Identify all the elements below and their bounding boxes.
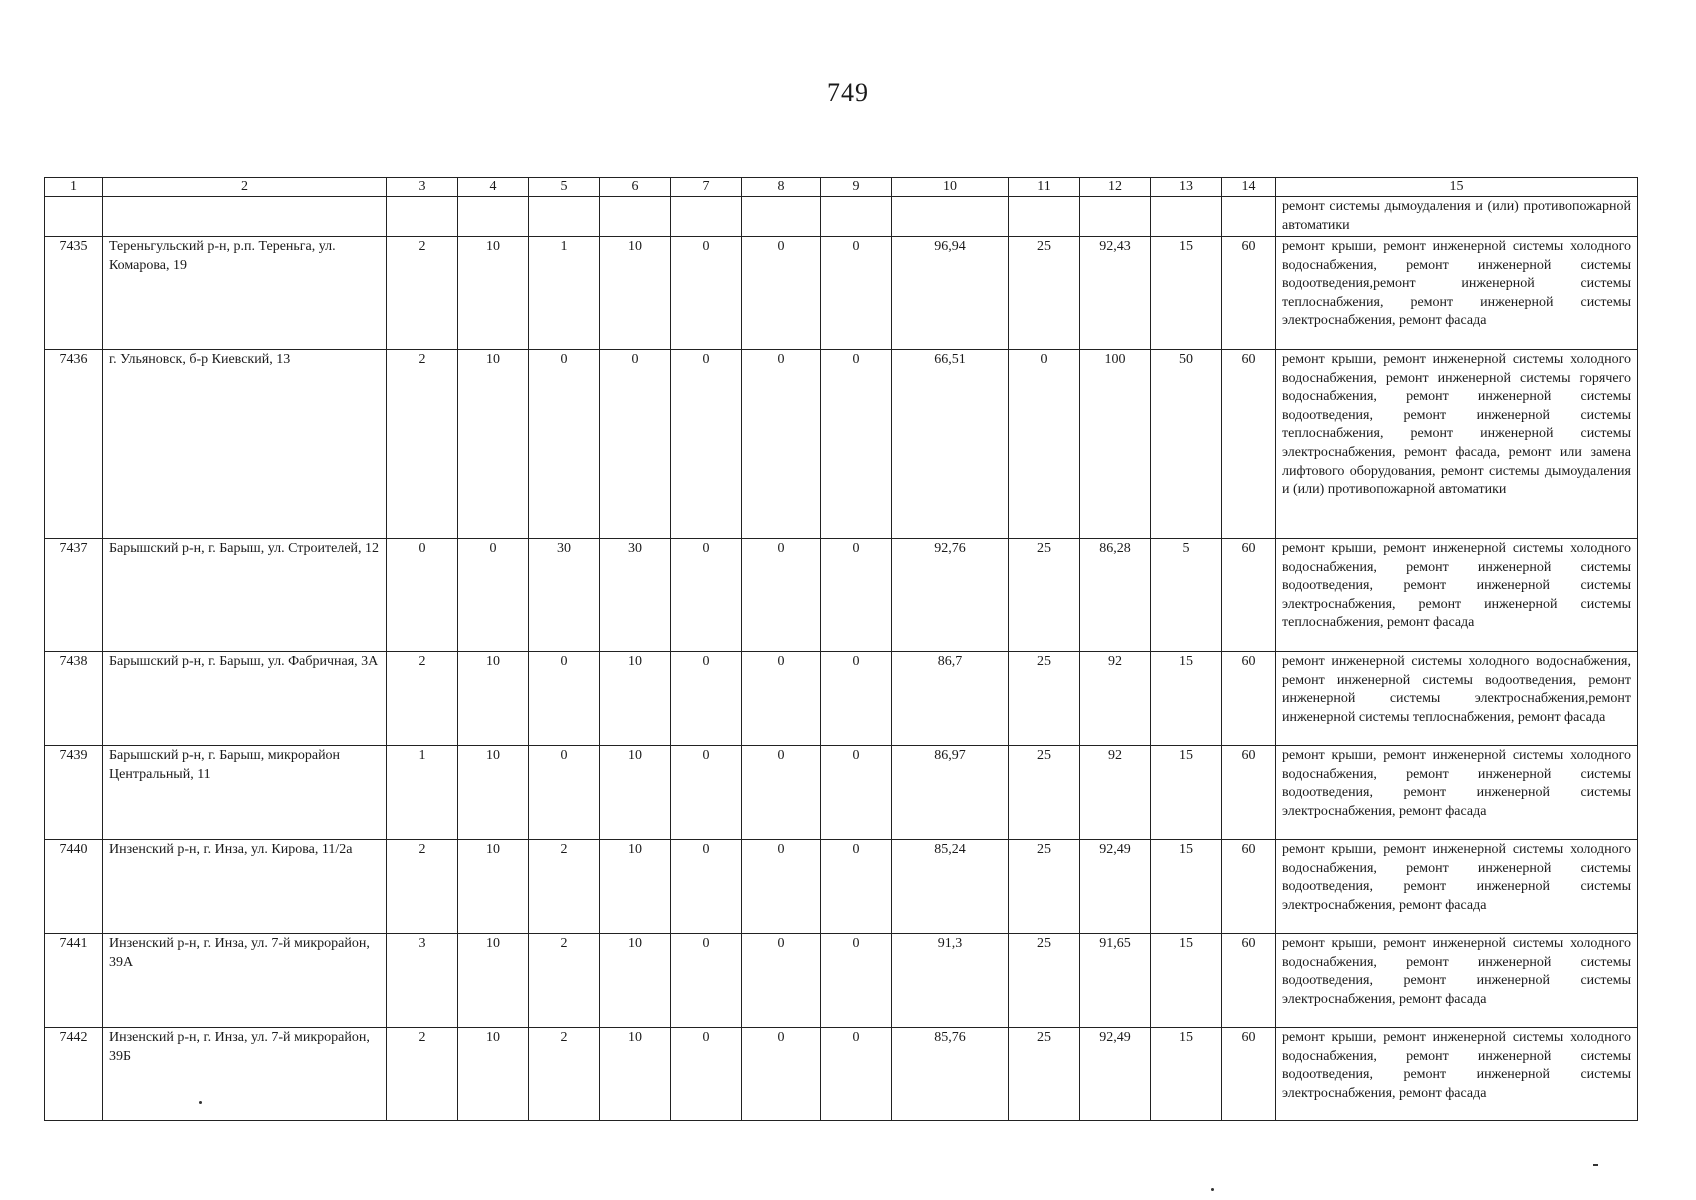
- value-cell-col-9: 0: [821, 652, 892, 746]
- work-list-cell: ремонт крыши, ремонт инженерной системы холодного водоснабжения, ремонт инженерной системы водоотведения, ремонт инженерной системы электроснабжения, ремонт фасада: [1276, 934, 1638, 1028]
- work-list-cell: ремонт инженерной системы холодного водоснабжения, ремонт инженерной системы водоотведения, ремонт инженерной системы электроснабжения,ремонт инженерной системы теплоснабжения, ремонт фасада: [1276, 652, 1638, 746]
- value-cell-col-9: 0: [821, 746, 892, 840]
- value-cell-col-9: 0: [821, 1028, 892, 1121]
- empty-cell: [387, 197, 458, 237]
- value-cell-col-5: 0: [529, 350, 600, 539]
- value-cell-col-4: 10: [458, 840, 529, 934]
- work-list-cell: ремонт крыши, ремонт инженерной системы холодного водоснабжения, ремонт инженерной системы горячего водоснабжения, ремонт инженерной системы водоотведения, ремонт инженерной системы теплоснабжения, ремонт инженерной системы электроснабжения, ремонт фасада, ремонт или замена лифтового оборудования, ремонт системы дымоудаления и (или) противопожарной автоматики: [1276, 350, 1638, 539]
- scan-speck: [199, 1101, 202, 1104]
- value-cell-col-5: 2: [529, 934, 600, 1028]
- row-number-cell: 7437: [45, 539, 103, 652]
- value-cell-col-10: 92,76: [892, 539, 1009, 652]
- value-cell-col-11: 25: [1009, 539, 1080, 652]
- address-cell: Барышский р-н, г. Барыш, ул. Фабричная, 3А: [103, 652, 387, 746]
- value-cell-col-10: 85,76: [892, 1028, 1009, 1121]
- row-number-cell: 7440: [45, 840, 103, 934]
- header-cell: 4: [458, 178, 529, 197]
- table-row: [45, 539, 1638, 652]
- row-number-cell: 7435: [45, 237, 103, 350]
- value-cell-col-12: 86,28: [1080, 539, 1151, 652]
- table-row: [45, 746, 1638, 840]
- value-cell-col-6: 10: [600, 237, 671, 350]
- value-cell-col-5: 30: [529, 539, 600, 652]
- empty-cell: [1080, 197, 1151, 237]
- value-cell-col-6: 10: [600, 840, 671, 934]
- value-cell-col-8: 0: [742, 840, 821, 934]
- address-cell: Инзенский р-н, г. Инза, ул. Кирова, 11/2а: [103, 840, 387, 934]
- value-cell-col-7: 0: [671, 934, 742, 1028]
- empty-cell: [1151, 197, 1222, 237]
- header-cell: 1: [45, 178, 103, 197]
- row-number-cell: 7442: [45, 1028, 103, 1121]
- header-cell: 6: [600, 178, 671, 197]
- header-cell: 3: [387, 178, 458, 197]
- value-cell-col-12: 91,65: [1080, 934, 1151, 1028]
- empty-cell: [1222, 197, 1276, 237]
- empty-cell: [45, 197, 103, 237]
- table-row: [45, 1028, 1638, 1121]
- address-cell: Инзенский р-н, г. Инза, ул. 7-й микрорайон, 39А: [103, 934, 387, 1028]
- empty-cell: [600, 197, 671, 237]
- empty-cell: [821, 197, 892, 237]
- value-cell-col-8: 0: [742, 934, 821, 1028]
- row-number-cell: 7441: [45, 934, 103, 1028]
- value-cell-col-11: 25: [1009, 652, 1080, 746]
- value-cell-col-7: 0: [671, 746, 742, 840]
- value-cell-col-4: 10: [458, 1028, 529, 1121]
- header-cell: 7: [671, 178, 742, 197]
- table-body: [45, 178, 1638, 1121]
- value-cell-col-10: 85,24: [892, 840, 1009, 934]
- value-cell-col-14: 60: [1222, 746, 1276, 840]
- value-cell-col-11: 25: [1009, 746, 1080, 840]
- work-list-cell: ремонт крыши, ремонт инженерной системы холодного водоснабжения, ремонт инженерной системы водоотведения, ремонт инженерной системы электроснабжения, ремонт фасада: [1276, 1028, 1638, 1121]
- header-cell: 2: [103, 178, 387, 197]
- value-cell-col-13: 50: [1151, 350, 1222, 539]
- header-cell: 12: [1080, 178, 1151, 197]
- table-row: [45, 934, 1638, 1028]
- value-cell-col-14: 60: [1222, 1028, 1276, 1121]
- value-cell-col-3: 2: [387, 1028, 458, 1121]
- value-cell-col-9: 0: [821, 539, 892, 652]
- value-cell-col-8: 0: [742, 746, 821, 840]
- address-cell: Инзенский р-н, г. Инза, ул. 7-й микрорайон, 39Б: [103, 1028, 387, 1121]
- empty-cell: [458, 197, 529, 237]
- header-cell: 9: [821, 178, 892, 197]
- value-cell-col-13: 15: [1151, 840, 1222, 934]
- value-cell-col-10: 86,97: [892, 746, 1009, 840]
- table-row: [45, 350, 1638, 539]
- value-cell-col-13: 15: [1151, 652, 1222, 746]
- value-cell-col-4: 10: [458, 237, 529, 350]
- continuation-row: [45, 197, 1638, 237]
- value-cell-col-13: 15: [1151, 237, 1222, 350]
- value-cell-col-4: 10: [458, 934, 529, 1028]
- empty-cell: [892, 197, 1009, 237]
- value-cell-col-14: 60: [1222, 237, 1276, 350]
- value-cell-col-3: 2: [387, 652, 458, 746]
- value-cell-col-10: 66,51: [892, 350, 1009, 539]
- value-cell-col-6: 10: [600, 652, 671, 746]
- value-cell-col-12: 92,49: [1080, 1028, 1151, 1121]
- value-cell-col-3: 0: [387, 539, 458, 652]
- value-cell-col-8: 0: [742, 1028, 821, 1121]
- address-cell: Тереньгульский р-н, р.п. Тереньга, ул. Комарова, 19: [103, 237, 387, 350]
- value-cell-col-12: 92,43: [1080, 237, 1151, 350]
- value-cell-col-9: 0: [821, 934, 892, 1028]
- value-cell-col-14: 60: [1222, 539, 1276, 652]
- value-cell-col-7: 0: [671, 237, 742, 350]
- header-cell: 14: [1222, 178, 1276, 197]
- empty-cell: [103, 197, 387, 237]
- value-cell-col-10: 96,94: [892, 237, 1009, 350]
- header-cell: 13: [1151, 178, 1222, 197]
- value-cell-col-4: 10: [458, 652, 529, 746]
- value-cell-col-13: 15: [1151, 746, 1222, 840]
- scan-speck: [1593, 1164, 1598, 1166]
- header-cell: 11: [1009, 178, 1080, 197]
- value-cell-col-11: 25: [1009, 237, 1080, 350]
- column-number-row: [45, 178, 1638, 197]
- value-cell-col-14: 60: [1222, 350, 1276, 539]
- value-cell-col-8: 0: [742, 539, 821, 652]
- table-row: [45, 840, 1638, 934]
- work-list-cell: ремонт крыши, ремонт инженерной системы холодного водоснабжения, ремонт инженерной системы водоотведения, ремонт инженерной системы электроснабжения, ремонт фасада: [1276, 746, 1638, 840]
- row-number-cell: 7439: [45, 746, 103, 840]
- value-cell-col-12: 100: [1080, 350, 1151, 539]
- value-cell-col-8: 0: [742, 237, 821, 350]
- empty-cell: [671, 197, 742, 237]
- work-list-cell: ремонт крыши, ремонт инженерной системы холодного водоснабжения, ремонт инженерной системы водоотведения, ремонт инженерной системы электроснабжения, ремонт инженерной системы теплоснабжения, ремонт фасада: [1276, 539, 1638, 652]
- value-cell-col-11: 0: [1009, 350, 1080, 539]
- value-cell-col-5: 2: [529, 840, 600, 934]
- value-cell-col-7: 0: [671, 652, 742, 746]
- page-number: 749: [827, 78, 869, 107]
- value-cell-col-6: 10: [600, 746, 671, 840]
- value-cell-col-10: 91,3: [892, 934, 1009, 1028]
- empty-cell: [742, 197, 821, 237]
- scan-speck: [1211, 1188, 1214, 1191]
- value-cell-col-6: 0: [600, 350, 671, 539]
- value-cell-col-7: 0: [671, 840, 742, 934]
- work-list-cell: ремонт крыши, ремонт инженерной системы холодного водоснабжения, ремонт инженерной системы водоотведения,ремонт инженерной системы теплоснабжения, ремонт инженерной системы электроснабжения, ремонт фасада: [1276, 237, 1638, 350]
- value-cell-col-3: 2: [387, 840, 458, 934]
- value-cell-col-7: 0: [671, 1028, 742, 1121]
- work-list-cell: ремонт крыши, ремонт инженерной системы холодного водоснабжения, ремонт инженерной системы водоотведения, ремонт инженерной системы электроснабжения, ремонт фасада: [1276, 840, 1638, 934]
- empty-cell: [529, 197, 600, 237]
- value-cell-col-3: 3: [387, 934, 458, 1028]
- header-cell: 15: [1276, 178, 1638, 197]
- value-cell-col-12: 92: [1080, 746, 1151, 840]
- value-cell-col-11: 25: [1009, 1028, 1080, 1121]
- value-cell-col-13: 15: [1151, 934, 1222, 1028]
- value-cell-col-6: 30: [600, 539, 671, 652]
- value-cell-col-4: 0: [458, 539, 529, 652]
- value-cell-col-9: 0: [821, 237, 892, 350]
- value-cell-col-9: 0: [821, 350, 892, 539]
- value-cell-col-11: 25: [1009, 934, 1080, 1028]
- empty-cell: [1009, 197, 1080, 237]
- value-cell-col-3: 1: [387, 746, 458, 840]
- address-cell: Барышский р-н, г. Барыш, ул. Строителей, 12: [103, 539, 387, 652]
- value-cell-col-10: 86,7: [892, 652, 1009, 746]
- value-cell-col-6: 10: [600, 1028, 671, 1121]
- value-cell-col-3: 2: [387, 350, 458, 539]
- row-number-cell: 7438: [45, 652, 103, 746]
- header-cell: 8: [742, 178, 821, 197]
- value-cell-col-12: 92,49: [1080, 840, 1151, 934]
- value-cell-col-4: 10: [458, 350, 529, 539]
- value-cell-col-5: 2: [529, 1028, 600, 1121]
- value-cell-col-14: 60: [1222, 934, 1276, 1028]
- header-cell: 5: [529, 178, 600, 197]
- value-cell-col-4: 10: [458, 746, 529, 840]
- table-row: [45, 652, 1638, 746]
- value-cell-col-7: 0: [671, 539, 742, 652]
- value-cell-col-5: 1: [529, 237, 600, 350]
- value-cell-col-6: 10: [600, 934, 671, 1028]
- value-cell-col-14: 60: [1222, 840, 1276, 934]
- address-cell: г. Ульяновск, б-р Киевский, 13: [103, 350, 387, 539]
- value-cell-col-14: 60: [1222, 652, 1276, 746]
- value-cell-col-3: 2: [387, 237, 458, 350]
- value-cell-col-9: 0: [821, 840, 892, 934]
- header-cell: 10: [892, 178, 1009, 197]
- row-number-cell: 7436: [45, 350, 103, 539]
- address-cell: Барышский р-н, г. Барыш, микрорайон Центральный, 11: [103, 746, 387, 840]
- value-cell-col-13: 15: [1151, 1028, 1222, 1121]
- value-cell-col-5: 0: [529, 652, 600, 746]
- table-row: [45, 237, 1638, 350]
- register-table: [44, 177, 1638, 1121]
- value-cell-col-8: 0: [742, 652, 821, 746]
- work-list-cell: ремонт системы дымоудаления и (или) противопожарной автоматики: [1276, 197, 1638, 237]
- value-cell-col-7: 0: [671, 350, 742, 539]
- value-cell-col-11: 25: [1009, 840, 1080, 934]
- value-cell-col-13: 5: [1151, 539, 1222, 652]
- value-cell-col-8: 0: [742, 350, 821, 539]
- value-cell-col-5: 0: [529, 746, 600, 840]
- value-cell-col-12: 92: [1080, 652, 1151, 746]
